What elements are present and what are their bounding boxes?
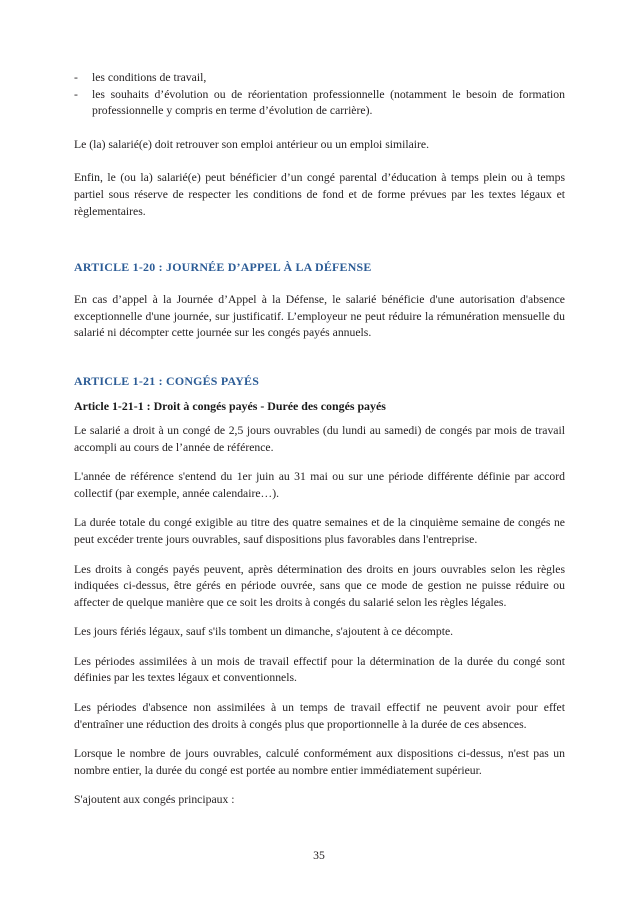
page-number: 35 — [313, 849, 325, 862]
spacer — [74, 733, 565, 746]
paragraph-jours-feries: Les jours fériés légaux, sauf s'ils tombent un dimanche, s'ajoutent à ce décompte. — [74, 625, 454, 639]
spacer — [74, 687, 565, 700]
heading-article-1-21: ARTICLE 1-21 : CONGÉS PAYÉS — [74, 373, 260, 388]
subheading-article-1-21-1: Article 1-21-1 : Droit à congés payés - Durée des congés payés — [74, 398, 386, 413]
list-item-text: les souhaits d’évolution ou de réorientation professionnelle (notamment le besoin de formation professionnelle y compris en terme d’évolution de carrière). — [92, 87, 565, 118]
heading-article-1-20: ARTICLE 1-20 : JOURNÉE D’APPEL À LA DÉFENSE — [74, 260, 372, 275]
paragraph-duree-totale: La durée totale du congé exigible au titre des quatre semaines et de la cinquième semaine de congés ne peut excéder trente jours ouvrables, sauf dispositions plus favorables dans l'entreprise. — [74, 516, 565, 546]
spacer — [74, 389, 565, 398]
dash-marker: - — [74, 87, 78, 101]
paragraph-annee-reference: L'année de référence s'entend du 1er juin au 31 mai ou sur une période différente définie par accord collectif (par exemple, année calendaire…). — [74, 470, 565, 500]
paragraph-conge-2-5-jours: Le salarié a droit à un congé de 2,5 jours ouvrables (du lundi au samedi) de congés par mois de travail accompli au cours de l’année de référence. — [74, 423, 565, 454]
spacer — [74, 549, 565, 562]
spacer — [74, 342, 565, 373]
spacer — [74, 153, 565, 170]
spacer — [74, 220, 565, 259]
paragraph-nombre-jours-ouvrables: Lorsque le nombre de jours ouvrables, calculé conformément aux dispositions ci-dessus, n'est pas un nombre entier, la durée du congé est portée au nombre entier immédiatement supérieur. — [74, 747, 565, 777]
dash-marker: - — [74, 71, 78, 84]
spacer — [74, 120, 565, 137]
paragraph-droits-conges-payes: Les droits à congés payés peuvent, après détermination des droits en jours ouvrables selon les règles indiquées ci-dessus, être gérés en période ouvrée, sans que ce mode de gestion ne puisse réduire ou affecter de quelque manière que ce soit les droits à congés du salarié selon les règles légales. — [74, 562, 565, 609]
spacer — [74, 414, 565, 423]
list-item — [74, 70, 565, 87]
spacer — [74, 779, 565, 792]
paragraph-periodes-absence: Les périodes d'absence non assimilées à un temps de travail effectif ne peuvent avoir pour effet d'entraîner une réduction des droits à congés plus que proportionnelle à la durée de ces absences. — [74, 701, 565, 731]
paragraph-sajoutent-conges: S'ajoutent aux congés principaux : — [74, 793, 235, 807]
spacer — [74, 611, 565, 624]
bullet-list — [74, 70, 565, 120]
spacer — [74, 502, 565, 515]
page-content — [74, 70, 565, 809]
paragraph-retrouver-emploi: Le (la) salarié(e) doit retrouver son emploi antérieur ou un emploi similaire. — [74, 137, 430, 151]
spacer — [74, 641, 565, 654]
paragraph-article-1-20-body: En cas d’appel à la Journée d’Appel à la Défense, le salarié bénéficie d'une autorisation d'absence exceptionnelle d'une journée, sur justificatif. L’employeur ne peut réduire la rémunération mensuelle du salarié ni décompter cette journée sur les congés payés annuels. — [74, 293, 565, 340]
spacer — [74, 275, 565, 292]
paragraph-conge-parental: Enfin, le (ou la) salarié(e) peut bénéficier d’un congé parental d’éducation à temps plein ou à temps partiel sous réserve de respecter les conditions de fond et de forme prévues par les textes légaux et règlementaires. — [74, 171, 565, 218]
list-item-text: les conditions de travail, — [92, 71, 207, 84]
list-item — [74, 87, 565, 120]
spacer — [74, 456, 565, 469]
paragraph-periodes-assimilees: Les périodes assimilées à un mois de travail effectif pour la détermination de la durée du congé sont définies par les textes légaux et conventionnels. — [74, 654, 565, 685]
